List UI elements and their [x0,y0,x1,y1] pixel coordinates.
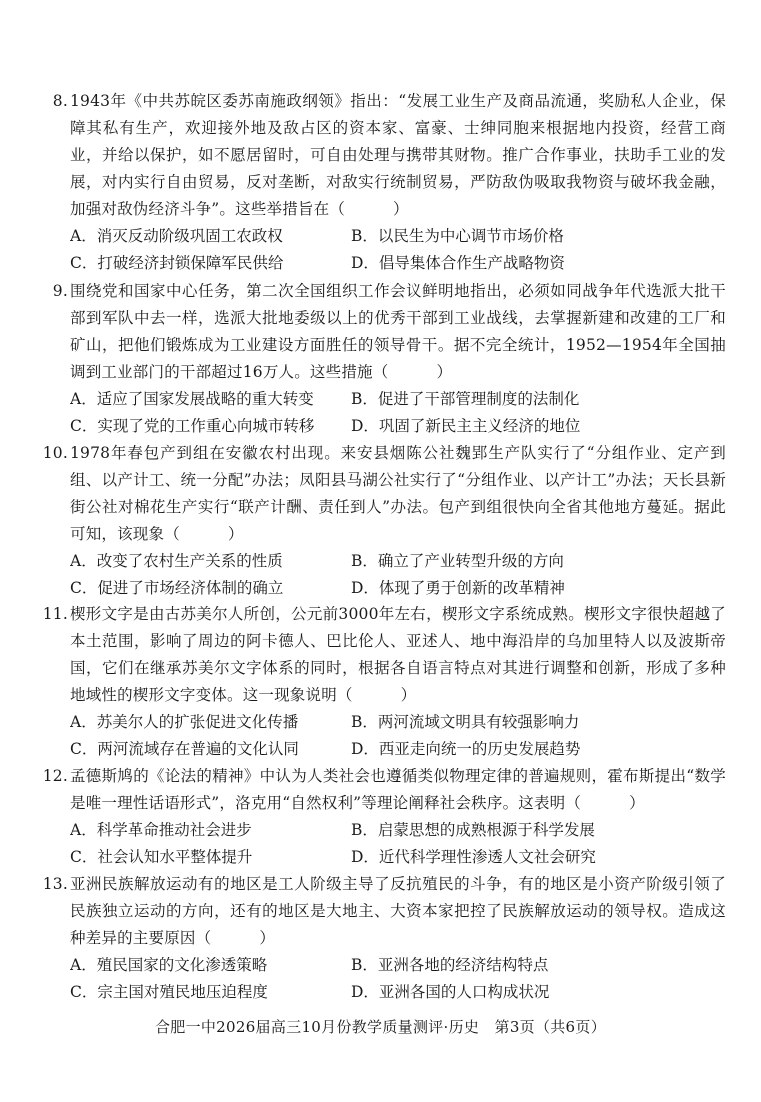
option-d: D．巩固了新民主主义经济的地位 [351,416,581,435]
answer-paren-close: ） [393,200,409,218]
answer-paren-close: ） [629,794,645,812]
question-text: 孟德斯鸠的《论法的精神》中认为人类社会也遵循类似物理定律的普遍规则，霍布斯提出“数学是唯一理性话语形式”，洛克用“自然权利”等理论阐释社会秩序。这表明（ [70,767,726,812]
question-text: 1978年春包产到组在安徽农村出现。来安县烟陈公社魏郢生产队实行了“分组作业、定产到组、以产计工、统一分配”办法；凤阳县马湖公社实行了“分组作业、以产计工”办法；天长县新街公社对棉花生产实行“联产计酬、责任到人”办法。包产到组很快向全省其他地方蔓延。据此可知，该现象（ [70,444,726,543]
question-stem [42,440,726,548]
question-text: 围绕党和国家中心任务，第二次全国组织工作会议鲜明地指出，必须如同战争年代选派大批干部到军队中去一样，选派大批地委级以上的优秀干部到工业战线，去掌握新建和改建的工厂和矿山，把他们锻炼成为工业建设方面胜任的领导骨干。据不完全统计，1952—1954年全国抽调到工业部门的干部超过16万人。这些措施（ [70,282,726,381]
question-number: 8. [52,92,68,110]
option-a: A．苏美尔人的扩张促进文化传播 [70,713,299,731]
options [70,817,726,870]
question-stem [42,601,726,709]
question-stem [52,88,726,223]
options [70,386,726,439]
answer-paren-close: ） [259,929,276,947]
option-d: D．亚洲各国的人口构成状况 [351,982,550,1001]
question-11 [42,601,726,762]
question-stem [42,763,726,817]
option-c: C．促进了市场经济体制的确立 [70,578,284,597]
question-text: 1943年《中共苏皖区委苏南施政纲领》指出：“发展工业生产及商品流通，奖励私人企业，保障其私有生产，欢迎接外地及敌占区的资本家、富豪、士绅同胞来根据地内投资，经营工商业，并给以保护，如不愿居留时，可自由处理与携带其财物。推广合作事业，扶助手工业的发展，对内实行自由贸易，反对垄断，对敌实行统制贸易，严防敌伪吸取我物资与破坏我金融，加强对敌伪经济斗争”。这些举措旨在（ [70,92,726,218]
answer-paren-close: ） [436,363,453,381]
option-d: D．体现了勇于创新的改革精神 [351,578,565,597]
question-number: 13. [42,875,68,893]
question-number: 12. [42,767,68,785]
option-d: D．倡导集体合作生产战略物资 [351,253,565,272]
question-12 [42,763,726,870]
question-text: 楔形文字是由古苏美尔人所创，公元前3000年左右，楔形文字系统成熟。楔形文字很快超越了本土范围，影响了周边的阿卡德人、巴比伦人、亚述人、地中海沿岸的乌加里特人以及波斯帝国，它们在继承苏美尔文字体系的同时，根据各自语言特点对其进行调整和创新，形成了多种地域性的楔形文字变体。这一现象说明（ [70,605,726,704]
options [70,952,726,1005]
question-8 [52,88,726,276]
option-b: B．促进了干部管理制度的法制化 [351,390,580,408]
option-c: C．宗主国对殖民地压迫程度 [70,982,268,1001]
option-c: C．实现了党的工作重心向城市转移 [70,416,315,435]
page-footer: 合肥一中2026届高三10月份教学质量测评·历史 第3页（共6页） [154,1018,607,1036]
question-text: 亚洲民族解放运动有的地区是工人阶级主导了反抗殖民的斗争，有的地区是小资产阶级引领了民族独立运动的方向，还有的地区是大地主、大资本家把控了民族解放运动的领导权。造成这种差异的主要原因（ [70,875,726,947]
answer-paren-close: ） [400,686,417,704]
question-9 [52,278,726,439]
question-13 [42,871,726,1005]
option-a: A．消灭反动阶级巩固工农政权 [70,227,283,245]
option-a: A．科学革命推动社会进步 [70,821,252,839]
option-c: C．社会认知水平整体提升 [70,847,253,866]
answer-paren-close: ） [227,525,244,543]
option-b: B．两河流域文明具有较强影响力 [351,713,580,731]
option-b: B．启蒙思想的成熟根源于科学发展 [351,821,595,839]
question-number: 9. [52,282,68,300]
question-number: 10. [42,444,68,462]
question-stem [42,871,726,952]
option-a: A．殖民国家的文化渗透策略 [70,956,268,974]
option-d: D．西亚走向统一的历史发展趋势 [351,739,581,758]
question-10 [42,440,726,601]
question-stem [52,278,726,386]
option-c: C．两河流域存在普遍的文化认同 [70,739,299,758]
option-a: A．适应了国家发展战略的重大转变 [70,390,314,408]
option-b: B．确立了产业转型升级的方向 [351,552,564,570]
option-d: D．近代科学理性渗透人文社会研究 [351,847,596,866]
options [70,548,726,601]
options [70,709,726,762]
option-a: A．改变了农村生产关系的性质 [70,552,283,570]
question-number: 11. [42,605,68,623]
option-b: B．以民生为中心调节市场价格 [351,227,564,245]
option-b: B．亚洲各地的经济结构特点 [351,956,549,974]
option-c: C．打破经济封锁保障军民供给 [70,253,284,272]
options [70,223,726,276]
